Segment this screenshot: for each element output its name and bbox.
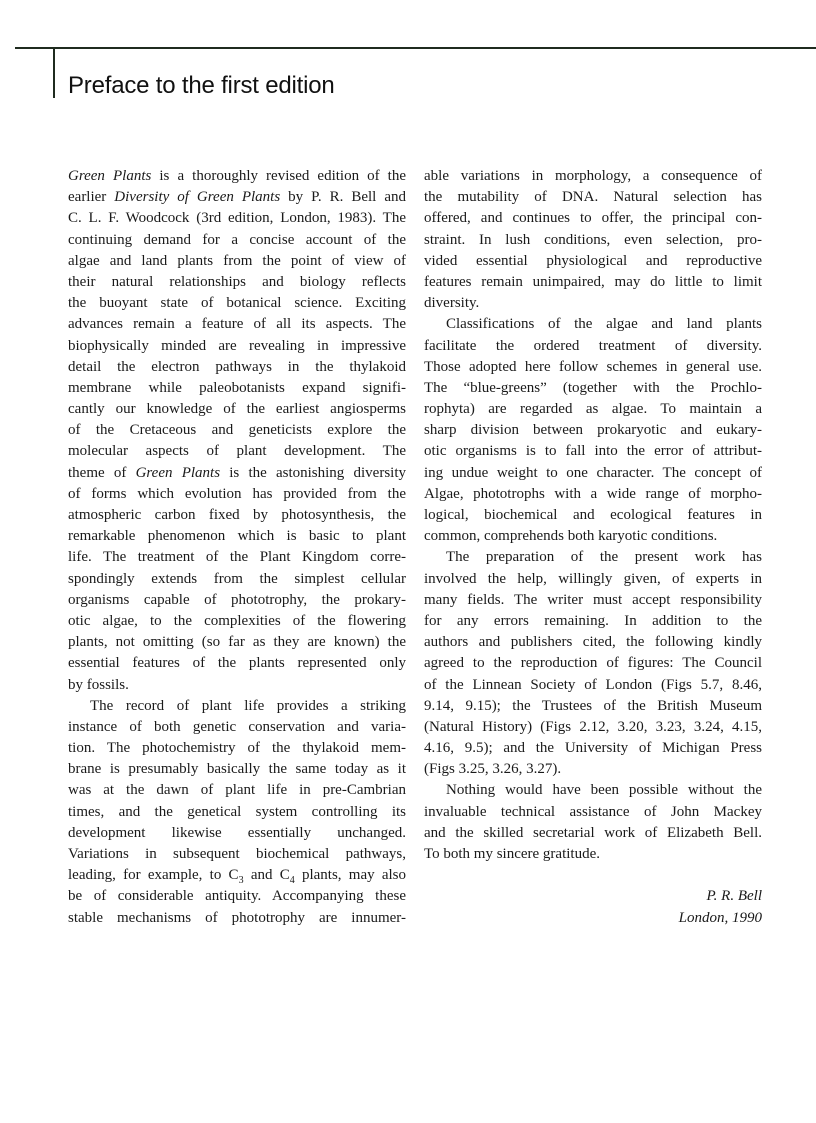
text-line <box>424 463 762 484</box>
text-segment: The preparation of the present work has <box>446 549 762 566</box>
text-line <box>68 230 406 251</box>
text-line <box>424 632 762 653</box>
text-segment: of the Cretaceous and geneticists explore the <box>68 422 406 439</box>
text-line <box>68 780 406 801</box>
italic-text: Diversity of Green Plants <box>114 189 281 206</box>
header-vertical-rule <box>53 48 55 98</box>
text-line <box>424 293 762 314</box>
text-line <box>68 399 406 420</box>
text-line <box>424 251 762 272</box>
text-line <box>68 717 406 738</box>
signature-line <box>424 886 762 907</box>
text-segment: ing undue weight to one character. The concept of <box>424 464 762 481</box>
text-segment: sharp division between prokaryotic and eukary- <box>424 422 762 439</box>
text-line <box>424 314 762 335</box>
text-segment: (Figs 3.25, 3.26, 3.27). <box>424 761 562 778</box>
text-line <box>68 378 406 399</box>
text-segment: plants, may also <box>294 867 406 884</box>
text-segment: atmospheric carbon fixed by photosynthesis, the <box>68 507 406 523</box>
text-segment: 9.14, 9.15); the Trustees of the British Museum <box>424 697 762 714</box>
text-line <box>68 526 406 547</box>
text-line <box>424 802 762 823</box>
text-segment: cantly our knowledge of the earliest angiosperms <box>68 401 406 418</box>
text-segment: otic algae, to the complexities of the flowering <box>68 612 406 629</box>
text-segment: Those adopted here follow schemes in general use. <box>424 358 762 375</box>
text-segment: invaluable technical assistance of John Mackey <box>424 803 762 820</box>
text-segment: Variations in subsequent biochemical pathways, <box>68 846 406 862</box>
text-line <box>68 802 406 823</box>
text-line <box>424 526 762 547</box>
text-segment: otic organisms is to fall into the error of attribut- <box>424 443 762 460</box>
text-segment: 4.16, 9.5); and the University of Michigan Press <box>424 740 762 757</box>
text-line <box>424 230 762 251</box>
text-line <box>424 696 762 717</box>
text-segment: involved the help, willingly given, of experts in <box>424 570 762 587</box>
text-line <box>68 251 406 272</box>
text-segment: remarkable phenomenon which is basic to plant <box>68 528 406 545</box>
text-line <box>68 293 406 314</box>
text-segment: is a thoroughly revised edition of the <box>151 168 406 184</box>
text-line <box>424 378 762 399</box>
text-segment: of the Linnean Society of London (Figs 5.7, 8.46, <box>424 676 762 693</box>
text-line <box>424 675 762 696</box>
text-segment: common, comprehends both karyotic conditions. <box>424 528 718 545</box>
text-segment: life. The treatment of the Plant Kingdom corre- <box>68 549 406 566</box>
text-segment: and the skilled secretarial work of Elizabeth Bell. <box>424 824 762 841</box>
signature-line <box>424 908 762 929</box>
text-segment: detail the electron pathways in the thylakoid <box>68 358 406 375</box>
text-segment: is the astonishing diversity <box>220 464 406 481</box>
text-segment: diversity. <box>424 295 480 312</box>
text-segment: molecular aspects of plant development. The <box>68 443 406 460</box>
text-segment: leading, for example, to C <box>68 867 239 884</box>
text-segment: tion. The photochemistry of the thylakoid mem- <box>68 740 406 757</box>
text-segment: straint. In lush conditions, even selection, pro- <box>424 231 762 248</box>
text-line <box>424 420 762 441</box>
text-line <box>68 420 406 441</box>
text-line <box>424 484 762 505</box>
text-line <box>68 844 406 865</box>
text-segment: Classifications of the algae and land plants <box>446 316 762 333</box>
text-segment: The record of plant life provides a striking <box>90 697 406 714</box>
text-segment: To both my sincere gratitude. <box>424 846 600 862</box>
text-segment: advances remain a feature of all its aspects. The <box>68 316 406 333</box>
text-segment: authors and publishers cited, the following kindly <box>424 634 762 651</box>
text-line <box>424 590 762 611</box>
page-title: Preface to the first edition <box>68 72 335 99</box>
italic-text: Green Plants <box>135 464 221 481</box>
text-line <box>68 484 406 505</box>
text-line <box>68 187 406 208</box>
text-segment: be of considerable antiquity. Accompanying these <box>68 888 406 905</box>
text-line <box>424 441 762 462</box>
text-line <box>424 823 762 844</box>
text-line <box>68 590 406 611</box>
italic-text: Green Plants <box>68 168 152 184</box>
text-segment: instance of both genetic conservation and varia- <box>68 718 406 735</box>
text-segment: the mutability of DNA. Natural selection has <box>424 189 762 206</box>
text-line <box>424 653 762 674</box>
text-line <box>424 569 762 590</box>
text-line <box>424 780 762 801</box>
text-line <box>68 441 406 462</box>
text-segment: algae and land plants from the point of view of <box>68 252 406 269</box>
text-column-right <box>424 166 762 929</box>
text-segment: Nothing would have been possible without the <box>446 782 762 799</box>
text-line <box>68 759 406 780</box>
text-line <box>68 569 406 590</box>
text-segment: (Natural History) (Figs 2.12, 3.20, 3.23, 3.24, 4.15, <box>424 718 762 735</box>
text-line <box>68 653 406 674</box>
text-line <box>424 759 762 780</box>
text-segment: earlier <box>68 189 115 206</box>
subscript: 4 <box>289 875 295 887</box>
text-segment: offered, and continues to offer, the principal con- <box>424 210 762 227</box>
text-segment: of forms which evolution has provided from the <box>68 485 406 502</box>
text-segment: organisms capable of phototrophy, the prokary- <box>68 591 406 608</box>
text-line <box>68 738 406 759</box>
text-line <box>68 357 406 378</box>
text-segment: agreed to the reproduction of figures: The Council <box>424 655 762 672</box>
text-line <box>424 187 762 208</box>
text-line <box>68 208 406 229</box>
text-segment: essential features of the plants represented only <box>68 655 406 672</box>
text-segment: the buoyant state of botanical science. Exciting <box>68 295 406 312</box>
text-segment: by fossils. <box>68 676 129 693</box>
text-segment: by P. R. Bell and <box>280 189 406 206</box>
text-segment: spondingly extends from the simplest cellular <box>68 570 406 587</box>
text-segment: for any errors remaining. In addition to the <box>424 612 762 629</box>
text-segment: able variations in morphology, a consequence of <box>424 168 762 184</box>
text-segment: continuing demand for a concise account of the <box>68 231 406 248</box>
text-line <box>68 675 406 696</box>
text-segment: P. R. Bell <box>706 888 762 905</box>
text-segment: brane is presumably basically the same today as it <box>68 761 406 778</box>
text-line <box>424 357 762 378</box>
text-segment: facilitate the ordered treatment of diversity. <box>424 337 762 354</box>
text-line <box>424 272 762 293</box>
text-line <box>68 908 406 929</box>
text-segment: their natural relationships and biology reflects <box>68 273 406 290</box>
header-rule <box>15 47 816 49</box>
text-line <box>68 166 406 187</box>
text-line <box>68 272 406 293</box>
text-segment: development likewise essentially unchanged. <box>68 824 406 841</box>
text-line <box>424 547 762 568</box>
text-segment: plants, not omitting (so far as they are known) the <box>68 634 406 651</box>
text-segment: Algae, phototrophs with a wide range of morpho- <box>424 485 762 502</box>
text-segment: theme of <box>68 464 136 481</box>
text-segment: vided essential physiological and reproductive <box>424 252 762 269</box>
text-line <box>424 399 762 420</box>
text-segment: logical, biochemical and ecological features in <box>424 507 762 523</box>
text-line <box>424 611 762 632</box>
text-segment: C. L. F. Woodcock (3rd edition, London, 1983). The <box>68 210 406 227</box>
text-segment: membrane while paleobotanists expand signifi- <box>68 379 406 396</box>
text-segment: many fields. The writer must accept responsibility <box>424 591 762 608</box>
subscript: 3 <box>238 875 244 887</box>
text-line <box>424 505 762 526</box>
text-segment: times, and the genetical system controlling its <box>68 803 406 820</box>
text-line <box>424 865 762 886</box>
text-line <box>68 336 406 357</box>
text-line <box>68 547 406 568</box>
text-line <box>424 738 762 759</box>
text-line <box>68 632 406 653</box>
text-line <box>424 844 762 865</box>
text-line <box>424 717 762 738</box>
text-line <box>424 166 762 187</box>
text-segment: The “blue-greens” (together with the Prochlo- <box>424 379 762 396</box>
text-segment: rophyta) are regarded as algae. To maintain a <box>424 401 762 418</box>
text-segment: biophysically minded are revealing in impressive <box>68 337 406 354</box>
text-line <box>68 865 406 886</box>
text-line <box>424 336 762 357</box>
text-line <box>68 886 406 907</box>
text-line <box>424 208 762 229</box>
text-line <box>68 463 406 484</box>
text-segment: stable mechanisms of phototrophy are innumer- <box>68 909 406 926</box>
text-segment: and C <box>243 867 290 884</box>
text-segment: was at the dawn of plant life in pre-Cambrian <box>68 782 406 799</box>
text-line <box>68 611 406 632</box>
text-line <box>68 314 406 335</box>
text-segment: features remain unimpaired, may do little to limit <box>424 273 762 290</box>
text-line <box>68 505 406 526</box>
text-segment: London, 1990 <box>678 909 762 926</box>
text-column-left <box>68 166 406 929</box>
text-line <box>68 823 406 844</box>
text-line <box>68 696 406 717</box>
